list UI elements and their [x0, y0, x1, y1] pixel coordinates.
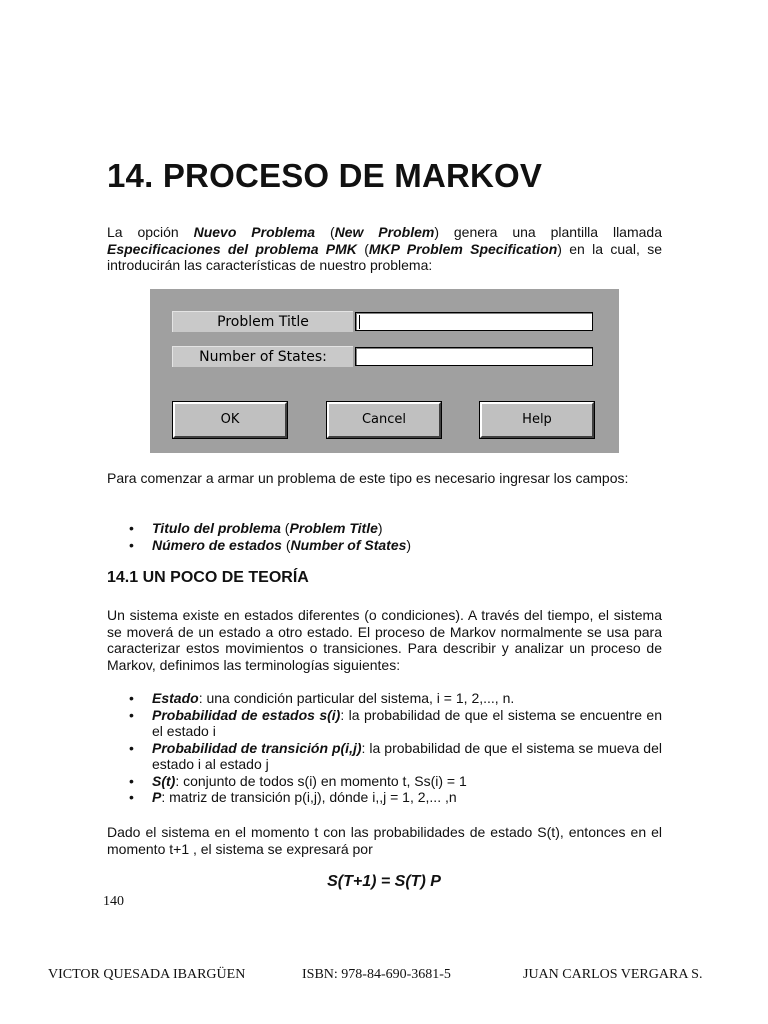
cancel-button[interactable]: Cancel: [327, 402, 441, 438]
term-description: : una condición particular del sistema, i = 1, 2,..., n.: [198, 690, 515, 706]
number-of-states-input[interactable]: [355, 347, 593, 366]
conclusion-paragraph: Dado el sistema en el momento t con las probabilidades de estado S(t), entonces en el momento t+1 , el sistema se expresará por: [107, 824, 662, 857]
intro-text: La opción: [107, 224, 194, 240]
intro-text: (: [315, 224, 335, 240]
footer-isbn: ISBN: 978-84-690-3681-5: [302, 967, 451, 982]
theory-paragraph: Un sistema existe en estados diferentes (o condiciones). A través del tiempo, el sistema se moverá de un estado a otro estado. El proceso de Markov normalmente se usa para caracterizar estos movimientos o transiciones. Para describir y analizar un proceso de Markov, definimos las terminologías siguientes:: [107, 607, 662, 673]
text-caret: [359, 315, 360, 329]
markov-formula: S(T+1) = S(T) P: [327, 873, 441, 890]
intro-text: ) genera una plantilla llamada: [434, 224, 662, 240]
field-text: ): [377, 520, 383, 536]
footer-author-left: VICTOR QUESADA IBARGÜEN: [48, 967, 246, 982]
help-button[interactable]: Help: [480, 402, 594, 438]
problem-title-input[interactable]: [355, 312, 593, 331]
field-term: Problem Title: [289, 520, 378, 536]
field-text: (: [281, 536, 291, 553]
intro-term-new-problem: New Problem: [334, 224, 435, 240]
term: S(t): [152, 772, 176, 789]
intro-term-mkp-spec: MKP Problem Specification: [368, 240, 558, 257]
field-text: (: [280, 520, 290, 536]
page-number: 140: [103, 894, 124, 909]
chapter-heading: 14. PROCESO DE MARKOV: [107, 157, 543, 194]
term: Probabilidad de estados s(i): [152, 706, 341, 723]
footer-author-right: JUAN CARLOS VERGARA S.: [523, 967, 703, 982]
intro-term-nuevo-problema: Nuevo Problema: [193, 224, 316, 240]
field-text: ): [406, 536, 412, 553]
section-heading: 14.1 UN POCO DE TEORÍA: [107, 569, 309, 586]
intro-text: ) en la cual, se introducirán las características de nuestro problema:: [107, 240, 662, 273]
term-description: : la probabilidad de que el sistema se mueva del estado i al estado j: [152, 739, 662, 772]
field-term: Titulo del problema: [152, 520, 281, 536]
field-term: Number of States: [290, 536, 407, 553]
term-description: : matriz de transición p(i,j), dónde i,,j = 1, 2,... ,n: [161, 789, 457, 805]
list-item: [107, 690, 662, 707]
number-of-states-label: Number of States:: [172, 346, 353, 367]
list-item: [107, 773, 662, 790]
term-description: : conjunto de todos s(i) en momento t, Ss(i) = 1: [175, 772, 467, 789]
term-description: : la probabilidad de que el sistema se encuentre en el estado i: [152, 706, 663, 739]
term: Probabilidad de transición p(i,j): [152, 739, 362, 756]
intro-paragraph: [107, 224, 662, 274]
list-item: [107, 740, 662, 773]
list-item: [107, 789, 662, 806]
problem-title-label: Problem Title: [172, 311, 353, 332]
ok-button[interactable]: OK: [173, 402, 287, 438]
fields-list: [107, 520, 662, 553]
terms-list: [107, 690, 662, 806]
intro-text: (: [356, 240, 369, 257]
term: P: [152, 789, 162, 805]
fields-intro-paragraph: Para comenzar a armar un problema de este tipo es necesario ingresar los campos:: [107, 470, 629, 486]
list-item: [107, 520, 662, 537]
list-item: [107, 537, 662, 554]
field-term: Número de estados: [152, 536, 282, 553]
term: Estado: [152, 690, 199, 706]
problem-spec-dialog: [150, 289, 619, 453]
list-item: [107, 707, 662, 740]
intro-term-especificaciones: Especificaciones del problema PMK: [107, 240, 357, 257]
